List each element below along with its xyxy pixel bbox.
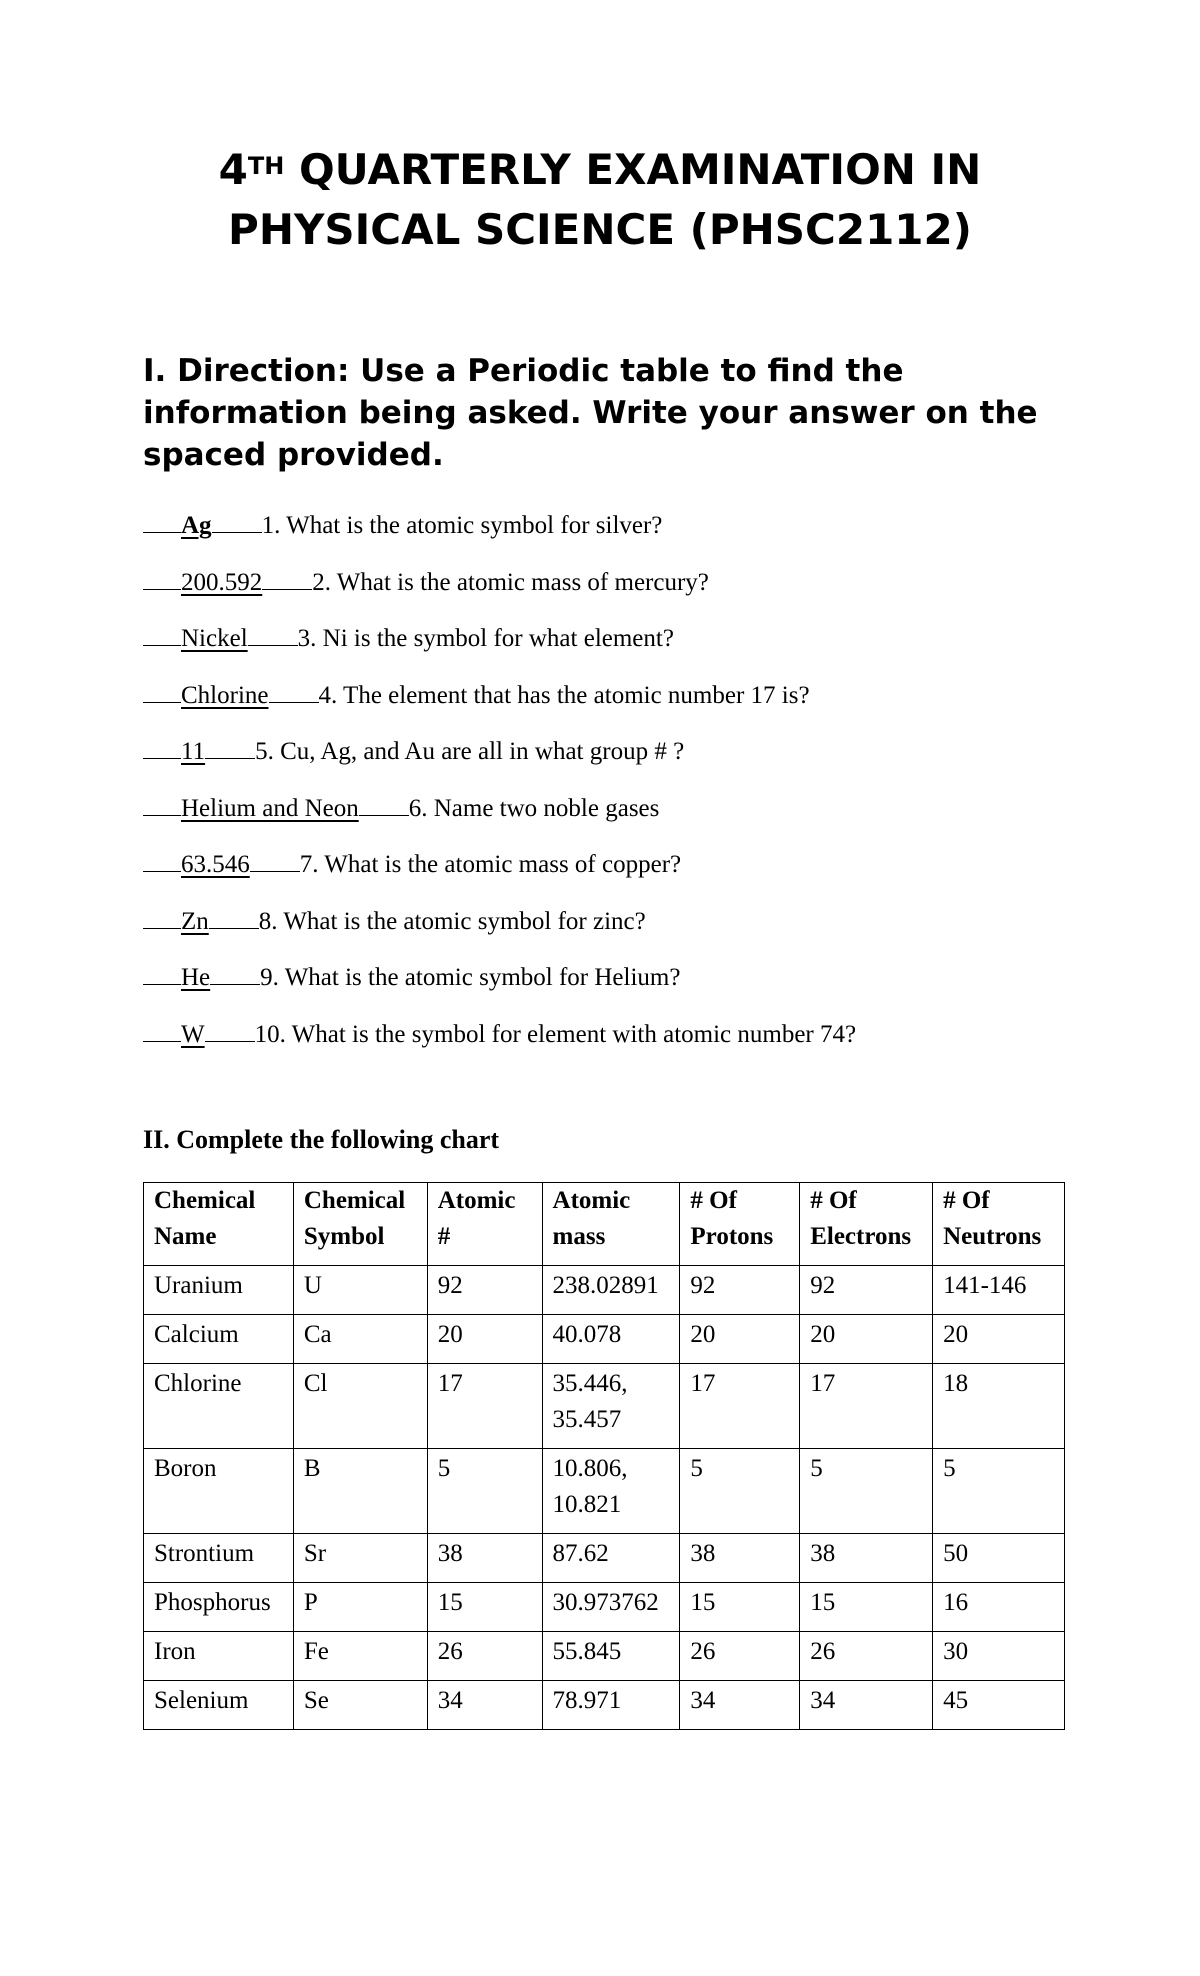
answer-text: Zn: [181, 907, 209, 935]
answer-blank-right: [269, 701, 319, 703]
title-number: 4: [218, 145, 248, 194]
answer-blank-right: [210, 983, 260, 985]
table-cell: [933, 1315, 1065, 1364]
cell-text: 15: [437, 1589, 463, 1616]
cell-text: 20: [943, 1321, 969, 1348]
header-text: Atomic: [437, 1187, 516, 1214]
title-line-1: [0, 140, 1200, 200]
question-item: [143, 837, 1093, 894]
question-item: [143, 555, 1093, 612]
table-cell: [144, 1266, 294, 1315]
table-cell: [427, 1681, 542, 1730]
header-text: Atomic: [552, 1187, 631, 1214]
answer-blank-left: [143, 814, 181, 816]
answer-blank-left: [143, 870, 181, 872]
table-cell: [293, 1583, 427, 1632]
header-text: Symbol: [303, 1223, 385, 1250]
answer-blank-left: [143, 1040, 181, 1042]
answer-blank-left: [143, 927, 181, 929]
table-cell: [144, 1632, 294, 1681]
cell-text: 30.973762: [552, 1589, 659, 1616]
cell-text: P: [303, 1589, 318, 1616]
answer-blank-right: [262, 588, 312, 590]
table-row: [144, 1315, 1065, 1364]
cell-text: Boron: [154, 1455, 217, 1482]
chart-header-cell: [427, 1183, 542, 1266]
cell-text: Phosphorus: [154, 1589, 271, 1616]
table-cell: [293, 1315, 427, 1364]
cell-text: 34: [437, 1687, 463, 1714]
chart-header-cell: [933, 1183, 1065, 1266]
cell-text: Chlorine: [154, 1370, 242, 1397]
cell-text: 34: [690, 1687, 716, 1714]
table-cell: [144, 1364, 294, 1449]
question-text: 10. What is the symbol for element with atomic number 74?: [254, 1020, 857, 1048]
header-text: # Of: [943, 1187, 990, 1214]
table-cell: [293, 1364, 427, 1449]
answer-blank-right: [248, 644, 298, 646]
cell-text: Ca: [303, 1321, 332, 1348]
cell-text: Selenium: [154, 1687, 249, 1714]
answer-text: Ag: [181, 512, 212, 539]
table-cell: [427, 1364, 542, 1449]
cell-text: Cl: [303, 1370, 328, 1397]
cell-text: 141-146: [943, 1272, 1027, 1299]
table-cell: [680, 1315, 800, 1364]
cell-text: 38: [437, 1540, 463, 1567]
table-row: [144, 1449, 1065, 1534]
title-line-2: PHYSICAL SCIENCE (PHSC2112): [228, 205, 972, 254]
cell-text: 50: [943, 1540, 969, 1567]
cell-text: 35.457: [552, 1406, 622, 1433]
cell-text: 92: [690, 1272, 716, 1299]
question-text: 4. The element that has the atomic number 17 is?: [318, 681, 810, 709]
table-cell: [800, 1266, 933, 1315]
question-text: 8. What is the atomic symbol for zinc?: [258, 907, 646, 935]
answer-text: Chlorine: [181, 681, 269, 709]
cell-text: 26: [437, 1638, 463, 1665]
table-cell: [293, 1266, 427, 1315]
table-cell: [680, 1583, 800, 1632]
cell-text: 5: [810, 1455, 823, 1482]
table-cell: [680, 1632, 800, 1681]
cell-text: 35.446,: [552, 1370, 628, 1397]
table-cell: [144, 1583, 294, 1632]
table-cell: [542, 1364, 680, 1449]
cell-text: 87.62: [552, 1540, 609, 1567]
cell-text: 20: [690, 1321, 716, 1348]
cell-text: 30: [943, 1638, 969, 1665]
cell-text: Uranium: [154, 1272, 243, 1299]
table-cell: [800, 1681, 933, 1730]
cell-text: 92: [437, 1272, 463, 1299]
answer-blank-left: [143, 983, 181, 985]
table-row: [144, 1534, 1065, 1583]
table-cell: [542, 1632, 680, 1681]
answer-text: 11: [181, 738, 206, 765]
answer-blank-left: [143, 644, 181, 646]
answer-blank-right: [209, 927, 259, 929]
cell-text: 26: [810, 1638, 836, 1665]
answer-text: Nickel: [181, 625, 248, 652]
table-cell: [933, 1583, 1065, 1632]
table-row: [144, 1364, 1065, 1449]
cell-text: 38: [690, 1540, 716, 1567]
table-cell: [144, 1534, 294, 1583]
cell-text: Fe: [303, 1638, 329, 1665]
title-superscript: TH: [247, 152, 285, 180]
table-row: [144, 1681, 1065, 1730]
cell-text: 15: [690, 1589, 716, 1616]
cell-text: 34: [810, 1687, 836, 1714]
cell-text: 45: [943, 1687, 969, 1714]
table-cell: [542, 1315, 680, 1364]
question-text: 9. What is the atomic symbol for Helium?: [260, 964, 681, 991]
table-cell: [800, 1315, 933, 1364]
question-item: [143, 668, 1093, 725]
table-cell: [427, 1534, 542, 1583]
table-cell: [144, 1315, 294, 1364]
table-row: [144, 1583, 1065, 1632]
cell-text: 5: [437, 1455, 451, 1482]
question-text: 6. Name two noble gases: [408, 794, 660, 822]
cell-text: 55.845: [552, 1638, 622, 1665]
header-text: Chemical: [154, 1187, 256, 1214]
table-cell: [800, 1534, 933, 1583]
table-cell: [800, 1364, 933, 1449]
cell-text: 26: [690, 1638, 716, 1665]
header-text: Protons: [690, 1223, 774, 1250]
chart-header-cell: [293, 1183, 427, 1266]
header-text: #: [437, 1223, 451, 1250]
table-cell: [293, 1449, 427, 1534]
cell-text: 78.971: [552, 1687, 622, 1714]
cell-text: B: [303, 1455, 321, 1482]
table-cell: [800, 1583, 933, 1632]
cell-text: 18: [943, 1370, 969, 1397]
question-item: [143, 724, 1093, 781]
table-cell: [542, 1681, 680, 1730]
chart-body: [144, 1266, 1065, 1730]
answer-text: He: [181, 964, 211, 991]
cell-text: 16: [943, 1589, 969, 1616]
question-item: [143, 950, 1093, 1007]
cell-text: Sr: [303, 1540, 327, 1567]
cell-text: 238.02891: [552, 1272, 659, 1299]
table-cell: [144, 1449, 294, 1534]
page-title: [0, 140, 1200, 260]
cell-text: 38: [810, 1540, 836, 1567]
cell-text: 20: [810, 1321, 836, 1348]
cell-text: Strontium: [154, 1540, 255, 1567]
answer-blank-right: [205, 1040, 255, 1042]
answer-blank-left: [143, 757, 181, 759]
cell-text: 10.821: [552, 1491, 622, 1518]
table-row: [144, 1266, 1065, 1315]
table-cell: [293, 1681, 427, 1730]
header-text: # Of: [690, 1187, 737, 1214]
table-cell: [293, 1632, 427, 1681]
chart-header-cell: [144, 1183, 294, 1266]
table-cell: [427, 1266, 542, 1315]
cell-text: 15: [810, 1589, 836, 1616]
question-text: 7. What is the atomic mass of copper?: [299, 851, 682, 878]
table-cell: [427, 1315, 542, 1364]
table-cell: [680, 1364, 800, 1449]
table-cell: [144, 1681, 294, 1730]
answer-blank-right: [205, 757, 255, 759]
cell-text: 20: [437, 1321, 463, 1348]
cell-text: 10.806,: [552, 1455, 628, 1482]
answer-blank-left: [143, 588, 181, 590]
answer-text: 200.592: [181, 568, 263, 596]
table-row: [144, 1632, 1065, 1681]
table-cell: [293, 1534, 427, 1583]
section-2-title: II. Complete the following chart: [143, 1125, 500, 1154]
question-text: 3. Ni is the symbol for what element?: [297, 625, 674, 652]
header-text: Chemical: [303, 1187, 406, 1214]
table-cell: [933, 1534, 1065, 1583]
question-item: [143, 1007, 1093, 1064]
cell-text: 40.078: [552, 1321, 622, 1348]
table-cell: [800, 1449, 933, 1534]
table-cell: [680, 1681, 800, 1730]
answer-blank-right: [250, 870, 300, 872]
table-cell: [427, 1583, 542, 1632]
cell-text: 5: [690, 1455, 703, 1482]
cell-text: 17: [810, 1370, 836, 1397]
direction-text: I. Direction: Use a Periodic table to find the information being asked. Write your answer on the spaced provided.: [143, 353, 1038, 473]
header-text: mass: [552, 1223, 606, 1250]
table-cell: [933, 1364, 1065, 1449]
header-text: Electrons: [810, 1223, 912, 1250]
table-cell: [680, 1449, 800, 1534]
cell-text: Iron: [154, 1638, 196, 1665]
question-item: [143, 611, 1093, 668]
table-cell: [542, 1583, 680, 1632]
chart-header-cell: [542, 1183, 680, 1266]
table-cell: [427, 1449, 542, 1534]
cell-text: 17: [690, 1370, 716, 1397]
cell-text: 5: [943, 1455, 956, 1482]
table-cell: [680, 1266, 800, 1315]
question-item: [143, 781, 1093, 838]
chart-header-cell: [680, 1183, 800, 1266]
title-text: QUARTERLY EXAMINATION IN: [284, 145, 982, 194]
table-cell: [933, 1681, 1065, 1730]
cell-text: 17: [437, 1370, 463, 1397]
question-text: 5. Cu, Ag, and Au are all in what group # ?: [255, 738, 685, 765]
table-cell: [542, 1449, 680, 1534]
answer-blank-left: [143, 531, 181, 533]
cell-text: Calcium: [154, 1321, 239, 1348]
header-text: # Of: [810, 1187, 857, 1214]
table-cell: [933, 1266, 1065, 1315]
answer-blank-right: [212, 531, 262, 533]
answer-text: 63.546: [181, 851, 250, 878]
answer-blank-right: [359, 814, 409, 816]
table-cell: [800, 1632, 933, 1681]
answer-blank-left: [143, 701, 181, 703]
header-text: Name: [154, 1223, 217, 1250]
question-item: [143, 894, 1093, 951]
answer-text: W: [181, 1020, 205, 1048]
cell-text: U: [303, 1272, 322, 1299]
question-item: [143, 498, 1093, 555]
question-text: 2. What is the atomic mass of mercury?: [312, 568, 709, 596]
question-list: [143, 498, 1093, 1063]
answer-text: Helium and Neon: [181, 794, 359, 822]
table-cell: [542, 1266, 680, 1315]
table-cell: [933, 1449, 1065, 1534]
chart-header-cell: [800, 1183, 933, 1266]
table-cell: [542, 1534, 680, 1583]
table-cell: [933, 1632, 1065, 1681]
table-cell: [680, 1534, 800, 1583]
element-chart: [143, 1182, 1065, 1730]
question-text: 1. What is the atomic symbol for silver?: [261, 512, 663, 539]
chart-header-row: [144, 1183, 1065, 1266]
cell-text: 92: [810, 1272, 836, 1299]
cell-text: Se: [303, 1687, 329, 1714]
table-cell: [427, 1632, 542, 1681]
header-text: Neutrons: [943, 1223, 1042, 1250]
